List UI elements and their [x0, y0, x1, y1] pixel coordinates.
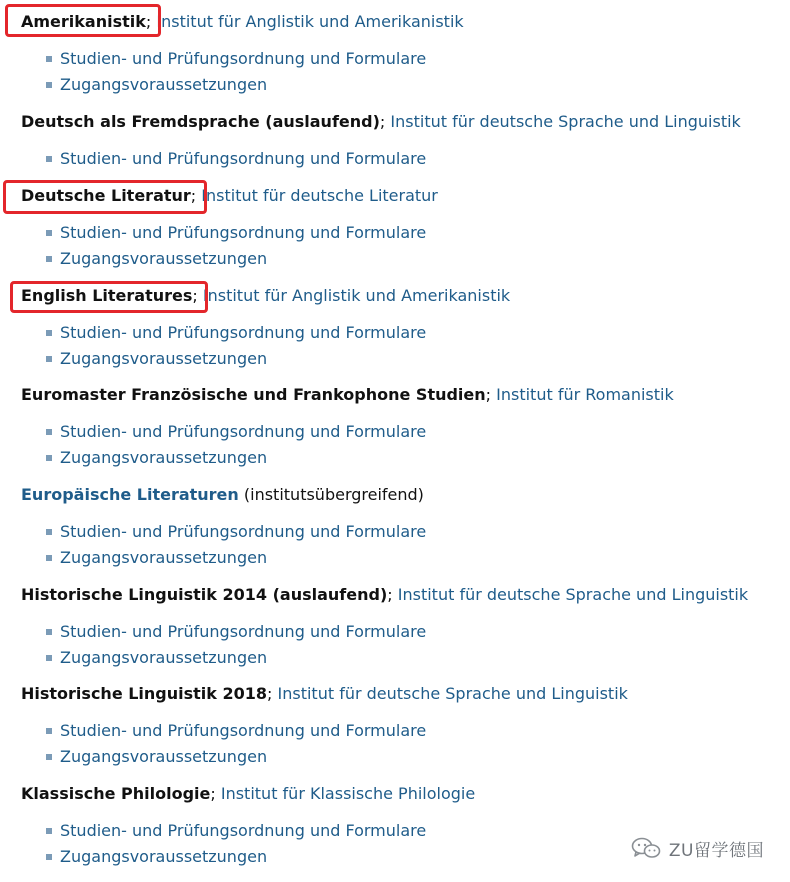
program-title: Historische Linguistik 2018	[21, 684, 268, 703]
bullet-icon	[46, 82, 52, 88]
regulations-link[interactable]: Studien- und Prüfungsordnung und Formulare	[60, 323, 427, 342]
bullet-icon	[46, 230, 52, 236]
program-heading	[21, 483, 424, 507]
bullet-icon	[46, 828, 52, 834]
separator: ;	[210, 784, 221, 803]
institute-link[interactable]: Institut für deutsche Sprache und Linguistik	[390, 112, 741, 131]
list-item	[46, 348, 267, 370]
list-item	[46, 222, 426, 244]
list-item	[46, 621, 426, 643]
separator: ;	[379, 112, 391, 131]
list-item	[46, 74, 267, 96]
list-item	[46, 521, 426, 543]
bullet-icon	[46, 56, 52, 62]
bullet-icon	[46, 629, 52, 635]
list-item	[46, 322, 426, 344]
program-note: (institutsübergreifend)	[243, 485, 424, 504]
program-title: English Literatures	[21, 286, 193, 305]
admission-link[interactable]: Zugangsvoraussetzungen	[60, 249, 268, 268]
program-heading	[21, 110, 741, 134]
bullet-icon	[46, 356, 52, 362]
list-item	[46, 447, 267, 469]
program-title: Deutsch als Fremdsprache (auslaufend)	[21, 112, 380, 131]
highlight-box-deutsche-literatur	[3, 180, 207, 214]
list-item	[46, 248, 267, 270]
regulations-link[interactable]: Studien- und Prüfungsordnung und Formulare	[60, 422, 427, 441]
regulations-link[interactable]: Studien- und Prüfungsordnung und Formulare	[60, 821, 427, 840]
bullet-icon	[46, 455, 52, 461]
program-title: Klassische Philologie	[21, 784, 211, 803]
separator: ;	[267, 684, 278, 703]
bullet-icon	[46, 330, 52, 336]
admission-link[interactable]: Zugangsvoraussetzungen	[60, 548, 268, 567]
regulations-link[interactable]: Studien- und Prüfungsordnung und Formulare	[60, 49, 427, 68]
highlight-box-english-literatures	[10, 281, 208, 313]
separator: ;	[485, 385, 497, 404]
institute-link[interactable]: Institut für deutsche Sprache und Linguistik	[397, 585, 749, 604]
bullet-icon	[46, 256, 52, 262]
program-heading	[21, 782, 475, 806]
bullet-icon	[46, 529, 52, 535]
watermark-text: ZU留学德国	[668, 840, 764, 861]
separator: ;	[145, 12, 157, 31]
separator: ;	[387, 585, 398, 604]
institute-link[interactable]: Institut für Anglistik und Amerikanistik	[202, 286, 511, 305]
bullet-icon	[46, 655, 52, 661]
list-item	[46, 148, 426, 170]
separator: ;	[190, 186, 202, 205]
program-title: Deutsche Literatur	[21, 186, 191, 205]
program-heading	[21, 383, 674, 407]
admission-link[interactable]: Zugangsvoraussetzungen	[60, 847, 268, 866]
admission-link[interactable]: Zugangsvoraussetzungen	[60, 349, 268, 368]
regulations-link[interactable]: Studien- und Prüfungsordnung und Formulare	[60, 721, 427, 740]
program-title-link[interactable]: Europäische Literaturen	[21, 485, 239, 504]
bullet-icon	[46, 728, 52, 734]
list-item	[46, 746, 267, 768]
admission-link[interactable]: Zugangsvoraussetzungen	[60, 648, 268, 667]
institute-link[interactable]: Institut für deutsche Literatur	[201, 186, 438, 205]
regulations-link[interactable]: Studien- und Prüfungsordnung und Formulare	[60, 223, 427, 242]
admission-link[interactable]: Zugangsvoraussetzungen	[60, 448, 268, 467]
bullet-icon	[46, 156, 52, 162]
institute-link[interactable]: Institut für deutsche Sprache und Linguistik	[277, 684, 628, 703]
program-heading	[21, 583, 748, 607]
program-title: Amerikanistik	[21, 12, 146, 31]
wechat-icon	[631, 836, 661, 860]
regulations-link[interactable]: Studien- und Prüfungsordnung und Formulare	[60, 149, 427, 168]
program-heading	[21, 682, 628, 706]
program-title: Euromaster Französische und Frankophone Studien	[21, 385, 486, 404]
list-item	[46, 720, 426, 742]
bullet-icon	[46, 429, 52, 435]
watermark	[631, 836, 764, 860]
bullet-icon	[46, 854, 52, 860]
separator: ;	[192, 286, 203, 305]
list-item	[46, 820, 426, 842]
institute-link[interactable]: Institut für Romanistik	[496, 385, 674, 404]
highlight-box-amerikanistik	[5, 4, 161, 37]
list-item	[46, 846, 267, 868]
list-item	[46, 647, 267, 669]
admission-link[interactable]: Zugangsvoraussetzungen	[60, 747, 268, 766]
bullet-icon	[46, 555, 52, 561]
admission-link[interactable]: Zugangsvoraussetzungen	[60, 75, 268, 94]
list-item	[46, 547, 267, 569]
institute-link[interactable]: Institut für Anglistik und Amerikanistik	[156, 12, 464, 31]
bullet-icon	[46, 754, 52, 760]
list-item	[46, 48, 426, 70]
regulations-link[interactable]: Studien- und Prüfungsordnung und Formulare	[60, 622, 427, 641]
program-title: Historische Linguistik 2014 (auslaufend)	[21, 585, 388, 604]
institute-link[interactable]: Institut für Klassische Philologie	[220, 784, 476, 803]
regulations-link[interactable]: Studien- und Prüfungsordnung und Formulare	[60, 522, 427, 541]
list-item	[46, 421, 426, 443]
